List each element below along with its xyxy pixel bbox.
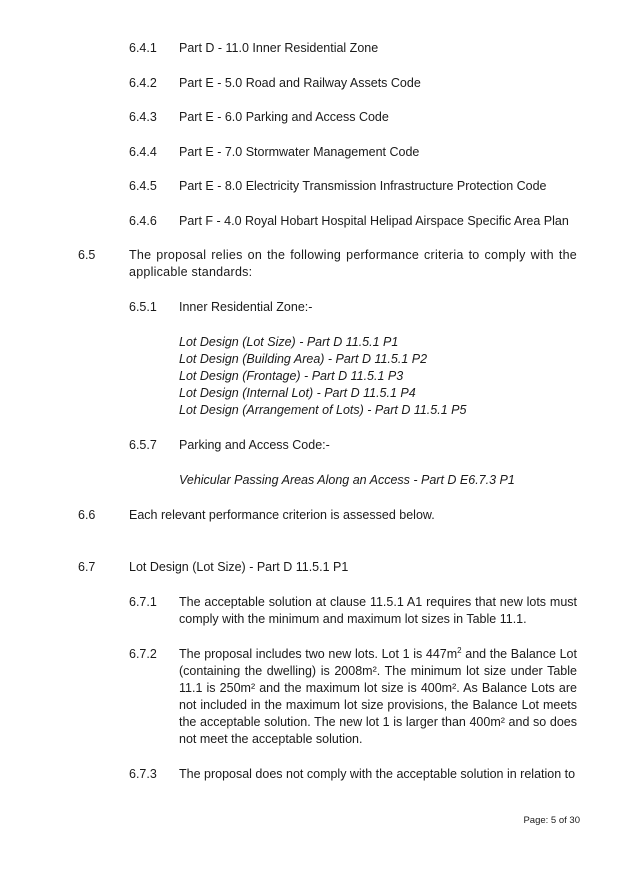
clause-number: 6.4.1 [129,41,157,55]
section-title: Lot Design (Lot Size) - Part D 11.5.1 P1 [129,560,349,574]
clause-text: Part E - 5.0 Road and Railway Assets Code [179,76,421,90]
section-number: 6.7 [78,560,96,574]
clause-title: Inner Residential Zone:- [179,300,313,314]
clause-text: The acceptable solution at clause 11.5.1 A1 requires that new lots must comply with the minimum and maximum lot sizes in Table 11.1. [179,595,577,626]
clause-number: 6.4.2 [129,76,157,90]
clause-number: 6.4.5 [129,179,157,193]
clause-number: 6.4.4 [129,145,157,159]
criterion-item: Lot Design (Arrangement of Lots) - Part D 11.5.1 P5 [179,403,467,417]
criterion-item: Lot Design (Lot Size) - Part D 11.5.1 P1 [179,335,399,349]
clause-text [179,646,577,748]
section-number: 6.6 [78,508,96,522]
clause-title: Parking and Access Code:- [179,438,330,452]
clause-text: The proposal does not comply with the acceptable solution in relation to [179,767,576,781]
clause-text: Part E - 7.0 Stormwater Management Code [179,145,420,159]
superscript: 2 [457,645,462,655]
clause-number: 6.4.6 [129,214,157,228]
clause-text-part: and the Balance Lot (containing the dwelling) is 2008m². The minimum lot size under Table 11.1 is 250m² and the maximum lot size is 400m². As Balance Lots are not included in the maximum lot size provisions, the Balance Lot meets the acceptable solution. The new lot 1 is larger than 400m² and so does not meet the acceptable solution. [179,647,577,746]
clause-text: Part E - 6.0 Parking and Access Code [179,110,389,124]
clause-text: Part E - 8.0 Electricity Transmission Infrastructure Protection Code [179,179,547,193]
criterion-item: Lot Design (Building Area) - Part D 11.5.1 P2 [179,352,428,366]
criterion-item: Lot Design (Internal Lot) - Part D 11.5.1 P4 [179,386,416,400]
section-text: Each relevant performance criterion is assessed below. [129,508,435,522]
clause-number: 6.5.7 [129,438,157,452]
section-text: The proposal relies on the following performance criteria to comply with the applicable standards: [129,248,577,279]
clause-number: 6.4.3 [129,110,157,124]
clause-text: Part F - 4.0 Royal Hobart Hospital Helipad Airspace Specific Area Plan [179,214,569,228]
criterion-item: Vehicular Passing Areas Along an Access - Part D E6.7.3 P1 [179,473,515,487]
clause-number: 6.7.3 [129,767,157,781]
clause-number: 6.5.1 [129,300,157,314]
criterion-item: Lot Design (Frontage) - Part D 11.5.1 P3 [179,369,404,383]
clause-text-part: The proposal includes two new lots. Lot 1 is 447m [179,647,458,661]
section-number: 6.5 [78,248,96,262]
clause-number: 6.7.2 [129,647,157,661]
page-number: Page: 5 of 30 [523,815,580,826]
clause-text: Part D - 11.0 Inner Residential Zone [179,41,379,55]
clause-number: 6.7.1 [129,595,157,609]
